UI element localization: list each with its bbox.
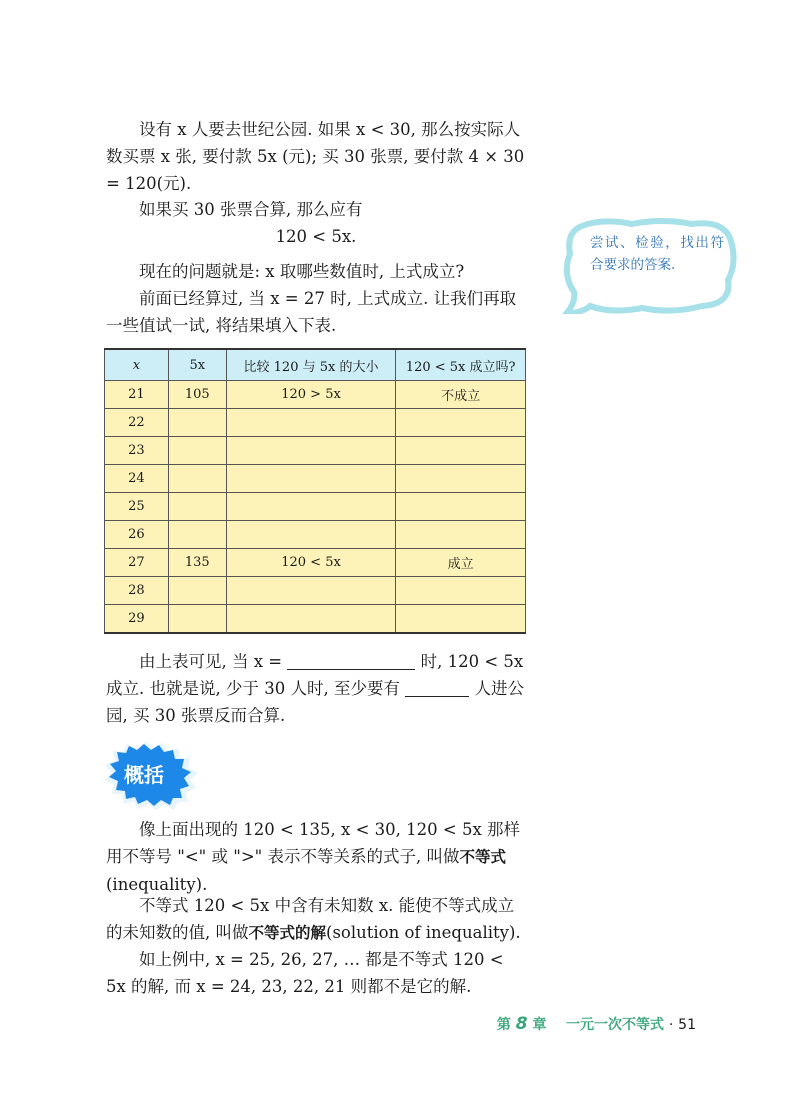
answer-blank-min-people[interactable] (405, 678, 469, 697)
callout-text: 尝试、检验，找出符合要求的答案. (590, 235, 724, 273)
cell-compare (226, 437, 396, 465)
formula-inequality: 120 < 5x. (275, 227, 357, 246)
cell-x: 29 (105, 605, 169, 634)
term-solution: 不等式的解 (248, 924, 327, 942)
cell-holds (396, 577, 526, 605)
cell-5x (168, 465, 226, 493)
cell-x: 23 (105, 437, 169, 465)
cell-x: 26 (105, 521, 169, 549)
footer-separator: · (668, 1017, 674, 1033)
conclusion-part-b: 时, 120 < 5x 成立. 也就是说, 少于 30 人时, 至少要有 (106, 652, 524, 698)
solution-text-b: (solution of inequality). (326, 923, 521, 942)
paragraph-example: 如上例中, x = 25, 26, 27, … 都是不等式 120 < 5x 的解, 而 x = 24, 23, 22, 21 则都不是它的解. (106, 950, 504, 996)
cell-x: 21 (105, 381, 169, 409)
table-row (105, 577, 526, 605)
cell-5x (168, 605, 226, 634)
paragraph-definition-inequality (106, 816, 526, 898)
cell-5x (168, 577, 226, 605)
cell-x: 22 (105, 409, 169, 437)
cell-compare (226, 493, 396, 521)
cell-compare (226, 521, 396, 549)
cell-compare (226, 465, 396, 493)
paragraph-instruction: 前面已经算过, 当 x = 27 时, 上式成立. 让我们再取一些值试一试, 将结果填入下表. (106, 289, 517, 335)
definition-text-a: 像上面出现的 120 < 135, x < 30, 120 < 5x 那样用不等号 "<" 或 ">" 表示不等关系的式子, 叫做 (106, 820, 520, 866)
cell-5x (168, 521, 226, 549)
table-row (105, 605, 526, 634)
cell-x: 27 (105, 549, 169, 577)
table-header-row (105, 349, 526, 381)
table-row (105, 437, 526, 465)
cell-compare (226, 605, 396, 634)
data-table (104, 348, 526, 634)
page-footer (497, 1014, 696, 1034)
cell-5x (168, 437, 226, 465)
cell-compare: 120 < 5x (226, 549, 396, 577)
badge-label: 概括 (124, 762, 164, 787)
cell-5x: 105 (168, 381, 226, 409)
answer-blank-x-values[interactable] (287, 651, 415, 670)
cell-holds (396, 493, 526, 521)
cell-holds (396, 437, 526, 465)
page-number: 51 (678, 1017, 696, 1033)
cell-compare: 120 > 5x (226, 381, 396, 409)
cell-5x (168, 409, 226, 437)
table-row (105, 521, 526, 549)
conclusion-part-c: 人进公园, 买 30 张票反而合算. (106, 679, 524, 725)
cell-compare (226, 409, 396, 437)
chapter-prefix: 第 (496, 1017, 511, 1033)
cell-holds (396, 465, 526, 493)
term-inequality: 不等式 (459, 848, 506, 866)
header-compare: 比较 120 与 5x 的大小 (226, 349, 396, 381)
cell-compare (226, 577, 396, 605)
header-x: x (105, 349, 169, 381)
cell-5x (168, 493, 226, 521)
cell-holds (396, 409, 526, 437)
table-row (105, 381, 526, 409)
solution-text-a: 不等式 120 < 5x 中含有未知数 x. 能使不等式成立的未知数的值, 叫做 (106, 896, 515, 942)
cell-holds (396, 605, 526, 634)
paragraph-definition-solution (106, 892, 526, 947)
cell-x: 28 (105, 577, 169, 605)
header-holds: 120 < 5x 成立吗? (396, 349, 526, 381)
table-row (105, 493, 526, 521)
definition-text-b: (inequality). (106, 875, 208, 894)
cell-x: 25 (105, 493, 169, 521)
cell-5x: 135 (168, 549, 226, 577)
cell-holds: 不成立 (396, 381, 526, 409)
header-5x: 5x (168, 349, 226, 381)
summary-badge (100, 740, 200, 810)
chapter-title: 一元一次不等式 (565, 1017, 664, 1033)
table-row (105, 549, 526, 577)
cell-holds: 成立 (396, 549, 526, 577)
cell-x: 24 (105, 465, 169, 493)
chapter-number: 8 (515, 1014, 528, 1034)
paragraph-conclusion (106, 648, 526, 729)
table-row (105, 409, 526, 437)
conclusion-part-a: 由上表可见, 当 x = (139, 652, 283, 671)
paragraph-intro: 设有 x 人要去世纪公园. 如果 x < 30, 那么按实际人数买票 x 张, 要付款 5x (元); 买 30 张票, 要付款 4 × 30 = 120(元). (106, 120, 525, 193)
callout-bubble (562, 218, 738, 314)
chapter-suffix: 章 (532, 1017, 547, 1033)
paragraph-condition: 如果买 30 张票合算, 那么应有 (139, 200, 363, 219)
table-row (105, 465, 526, 493)
cell-holds (396, 521, 526, 549)
paragraph-question: 现在的问题就是: x 取哪些数值时, 上式成立? (139, 262, 465, 281)
